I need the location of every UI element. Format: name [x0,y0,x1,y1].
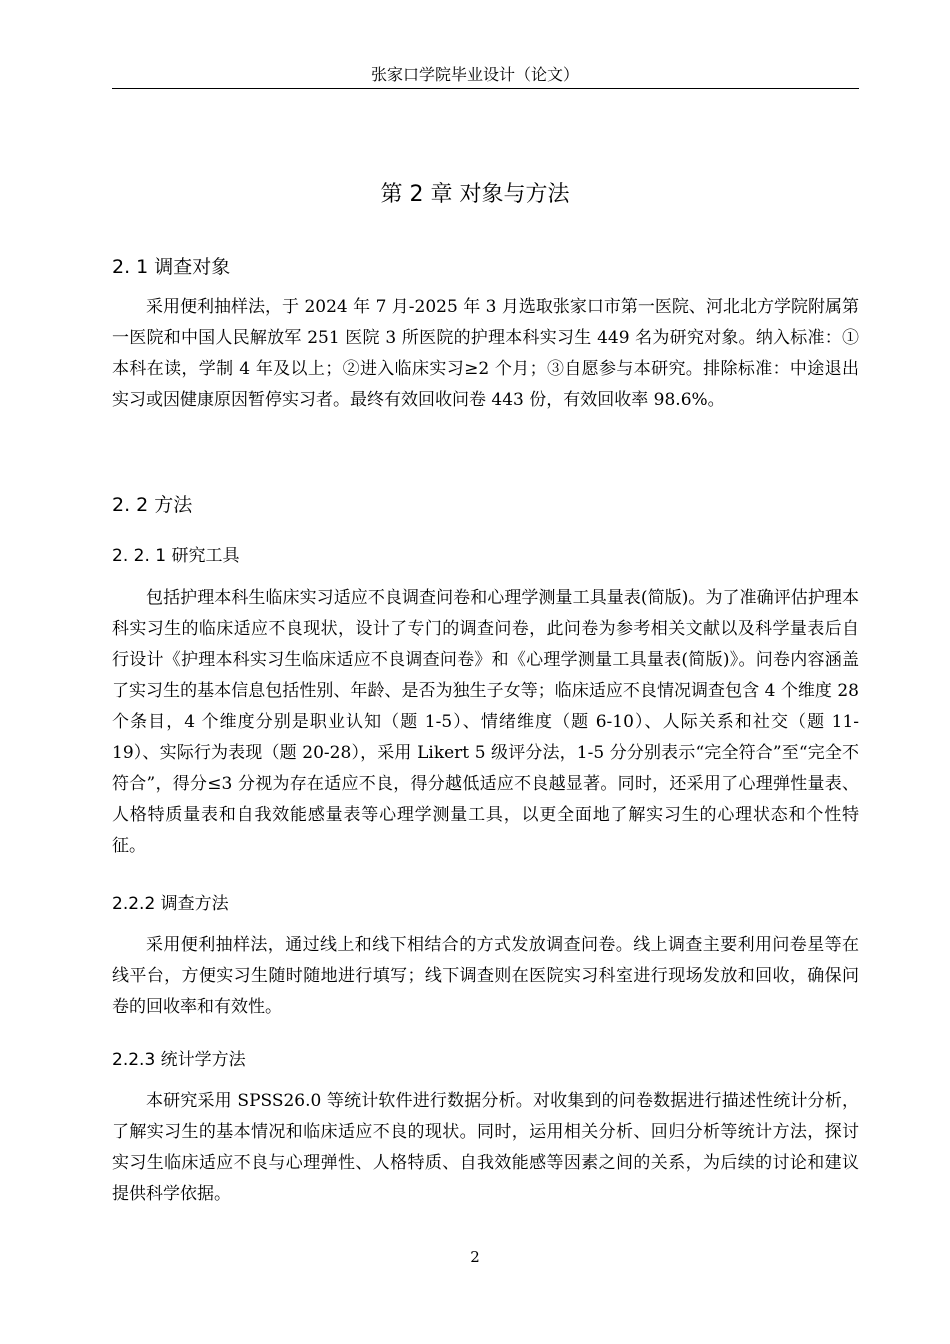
section-heading-2-2-1: 2. 2. 1 研究工具 [112,546,240,566]
section-2-1-paragraph: 采用便利抽样法，于 2024 年 7 月-2025 年 3 月选取张家口市第一医院、河北北方学院附属第一医院和中国人民解放军 251 医院 3 所医院的护理本科实习生 449 名为研究对象。纳入标准：①本科在读，学制 4 年及以上；②进入临床实习≥2 个月；③自愿参与本研究。排除标准：中途退出实习或因健康原因暂停实习者。最终有效回收问卷 443 份，有效回收率 98.6%。 [112,297,859,410]
page-header-title: 张家口学院毕业设计（论文） [370,65,579,84]
section-2-2-3-paragraph: 本研究采用 SPSS26.0 等统计软件进行数据分析。对收集到的问卷数据进行描述性统计分析，了解实习生的基本情况和临床适应不良的现状。同时，运用相关分析、回归分析等统计方法，探讨实习生临床适应不良与心理弹性、人格特质、自我效能感等因素之间的关系，为后续的讨论和建议提供科学依据。 [112,1091,859,1204]
page-number: 2 [470,1248,480,1266]
section-2-2-1-paragraph: 包括护理本科生临床实习适应不良调查问卷和心理学测量工具量表(简版)。为了准确评估护理本科实习生的临床适应不良现状，设计了专门的调查问卷，此问卷为参考相关文献以及科学量表后自行设计《护理本科实习生临床适应不良调查问卷》和《心理学测量工具量表(简版)》。问卷内容涵盖了实习生的基本信息包括性别、年龄、是否为独生子女等；临床适应不良情况调查包含 4 个维度 28 个条目，4 个维度分别是职业认知（题 1-5）、情绪维度（题 6-10）、人际关系和社交（题 11-19）、实际行为表现（题 20-28），采用 Likert 5 级评分法，1-5 分分别表示“完全符合”至“完全不符合”，得分≤3 分视为存在适应不良，得分越低适应不良越显著。同时，还采用了心理弹性量表、人格特质量表和自我效能感量表等心理学测量工具，以更全面地了解实习生的心理状态和个性特征。 [112,588,859,856]
section-heading-2-1: 2. 1 调查对象 [112,256,231,278]
section-2-2-2-paragraph: 采用便利抽样法，通过线上和线下相结合的方式发放调查问卷。线上调查主要利用问卷星等在线平台，方便实习生随时随地进行填写；线下调查则在医院实习科室进行现场发放和回收，确保问卷的回收率和有效性。 [112,935,859,1017]
section-heading-2-2-2: 2.2.2 调查方法 [112,894,229,914]
header-divider [112,88,859,89]
section-heading-2-2: 2. 2 方法 [112,494,193,516]
chapter-title: 第 2 章 对象与方法 [380,182,570,207]
section-heading-2-2-3: 2.2.3 统计学方法 [112,1050,246,1070]
